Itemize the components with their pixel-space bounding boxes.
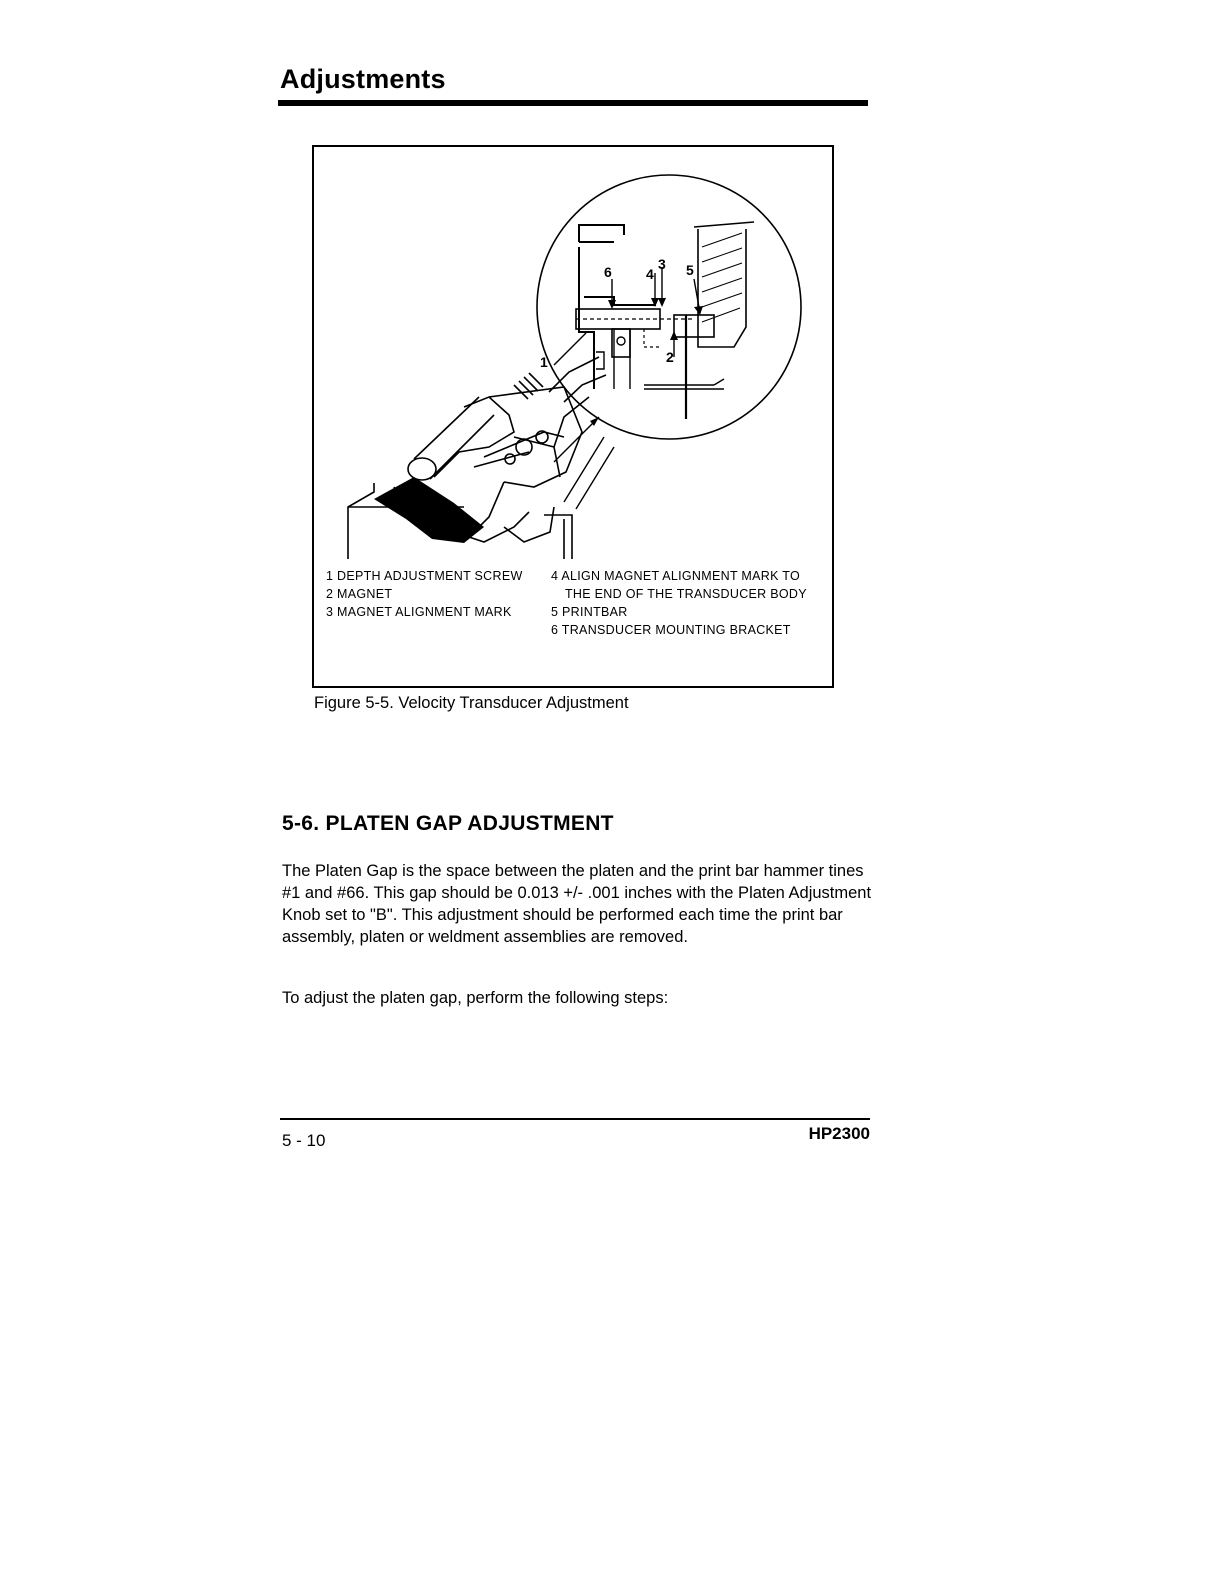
section-header: Adjustments	[280, 64, 446, 94]
section-title: 5-6. PLATEN GAP ADJUSTMENT	[282, 812, 614, 835]
legend-item-3: 3 MAGNET ALIGNMENT MARK	[326, 605, 512, 619]
body-paragraph: The Platen Gap is the space between the platen and the print bar hammer tines #1 and #66. This gap should be 0.013 +/- .001 inches with the Platen Adjustment Knob set to "B". This adjustment should be performed each time the print bar assembly, platen or weldment assemblies are removed.	[282, 862, 872, 946]
body-paragraph-steps-intro: To adjust the platen gap, perform the following steps:	[282, 989, 669, 1007]
detail-magnifier-circle	[537, 175, 801, 439]
legend-item-5: 5 PRINTBAR	[551, 605, 628, 619]
callout-6: 6	[604, 264, 612, 280]
printbar-block	[698, 229, 746, 347]
page-number: 5 - 10	[282, 1131, 326, 1150]
header-rule	[278, 100, 868, 106]
callout-1: 1	[540, 354, 548, 370]
legend-item-2: 2 MAGNET	[326, 587, 393, 601]
callout-2: 2	[666, 349, 674, 365]
figure-frame	[312, 145, 834, 688]
legend-item-6: 6 TRANSDUCER MOUNTING BRACKET	[551, 623, 791, 637]
legend-item-4: 4 ALIGN MAGNET ALIGNMENT MARK TO	[551, 569, 801, 583]
legend-item-1: 1 DEPTH ADJUSTMENT SCREW	[326, 569, 523, 583]
footer-rule	[280, 1118, 870, 1120]
callout-3: 3	[658, 256, 666, 272]
velocity-transducer-illustration	[314, 147, 832, 567]
figure-legend-left	[326, 567, 523, 621]
document-id: HP2300	[808, 1124, 870, 1143]
figure-caption: Figure 5-5. Velocity Transducer Adjustment	[314, 694, 629, 712]
callout-4: 4	[646, 266, 654, 282]
legend-item-4-continued: THE END OF THE TRANSDUCER BODY	[565, 587, 807, 601]
mechanism-shading	[374, 477, 484, 543]
callout-5: 5	[686, 262, 694, 278]
figure-legend-right	[551, 567, 807, 639]
